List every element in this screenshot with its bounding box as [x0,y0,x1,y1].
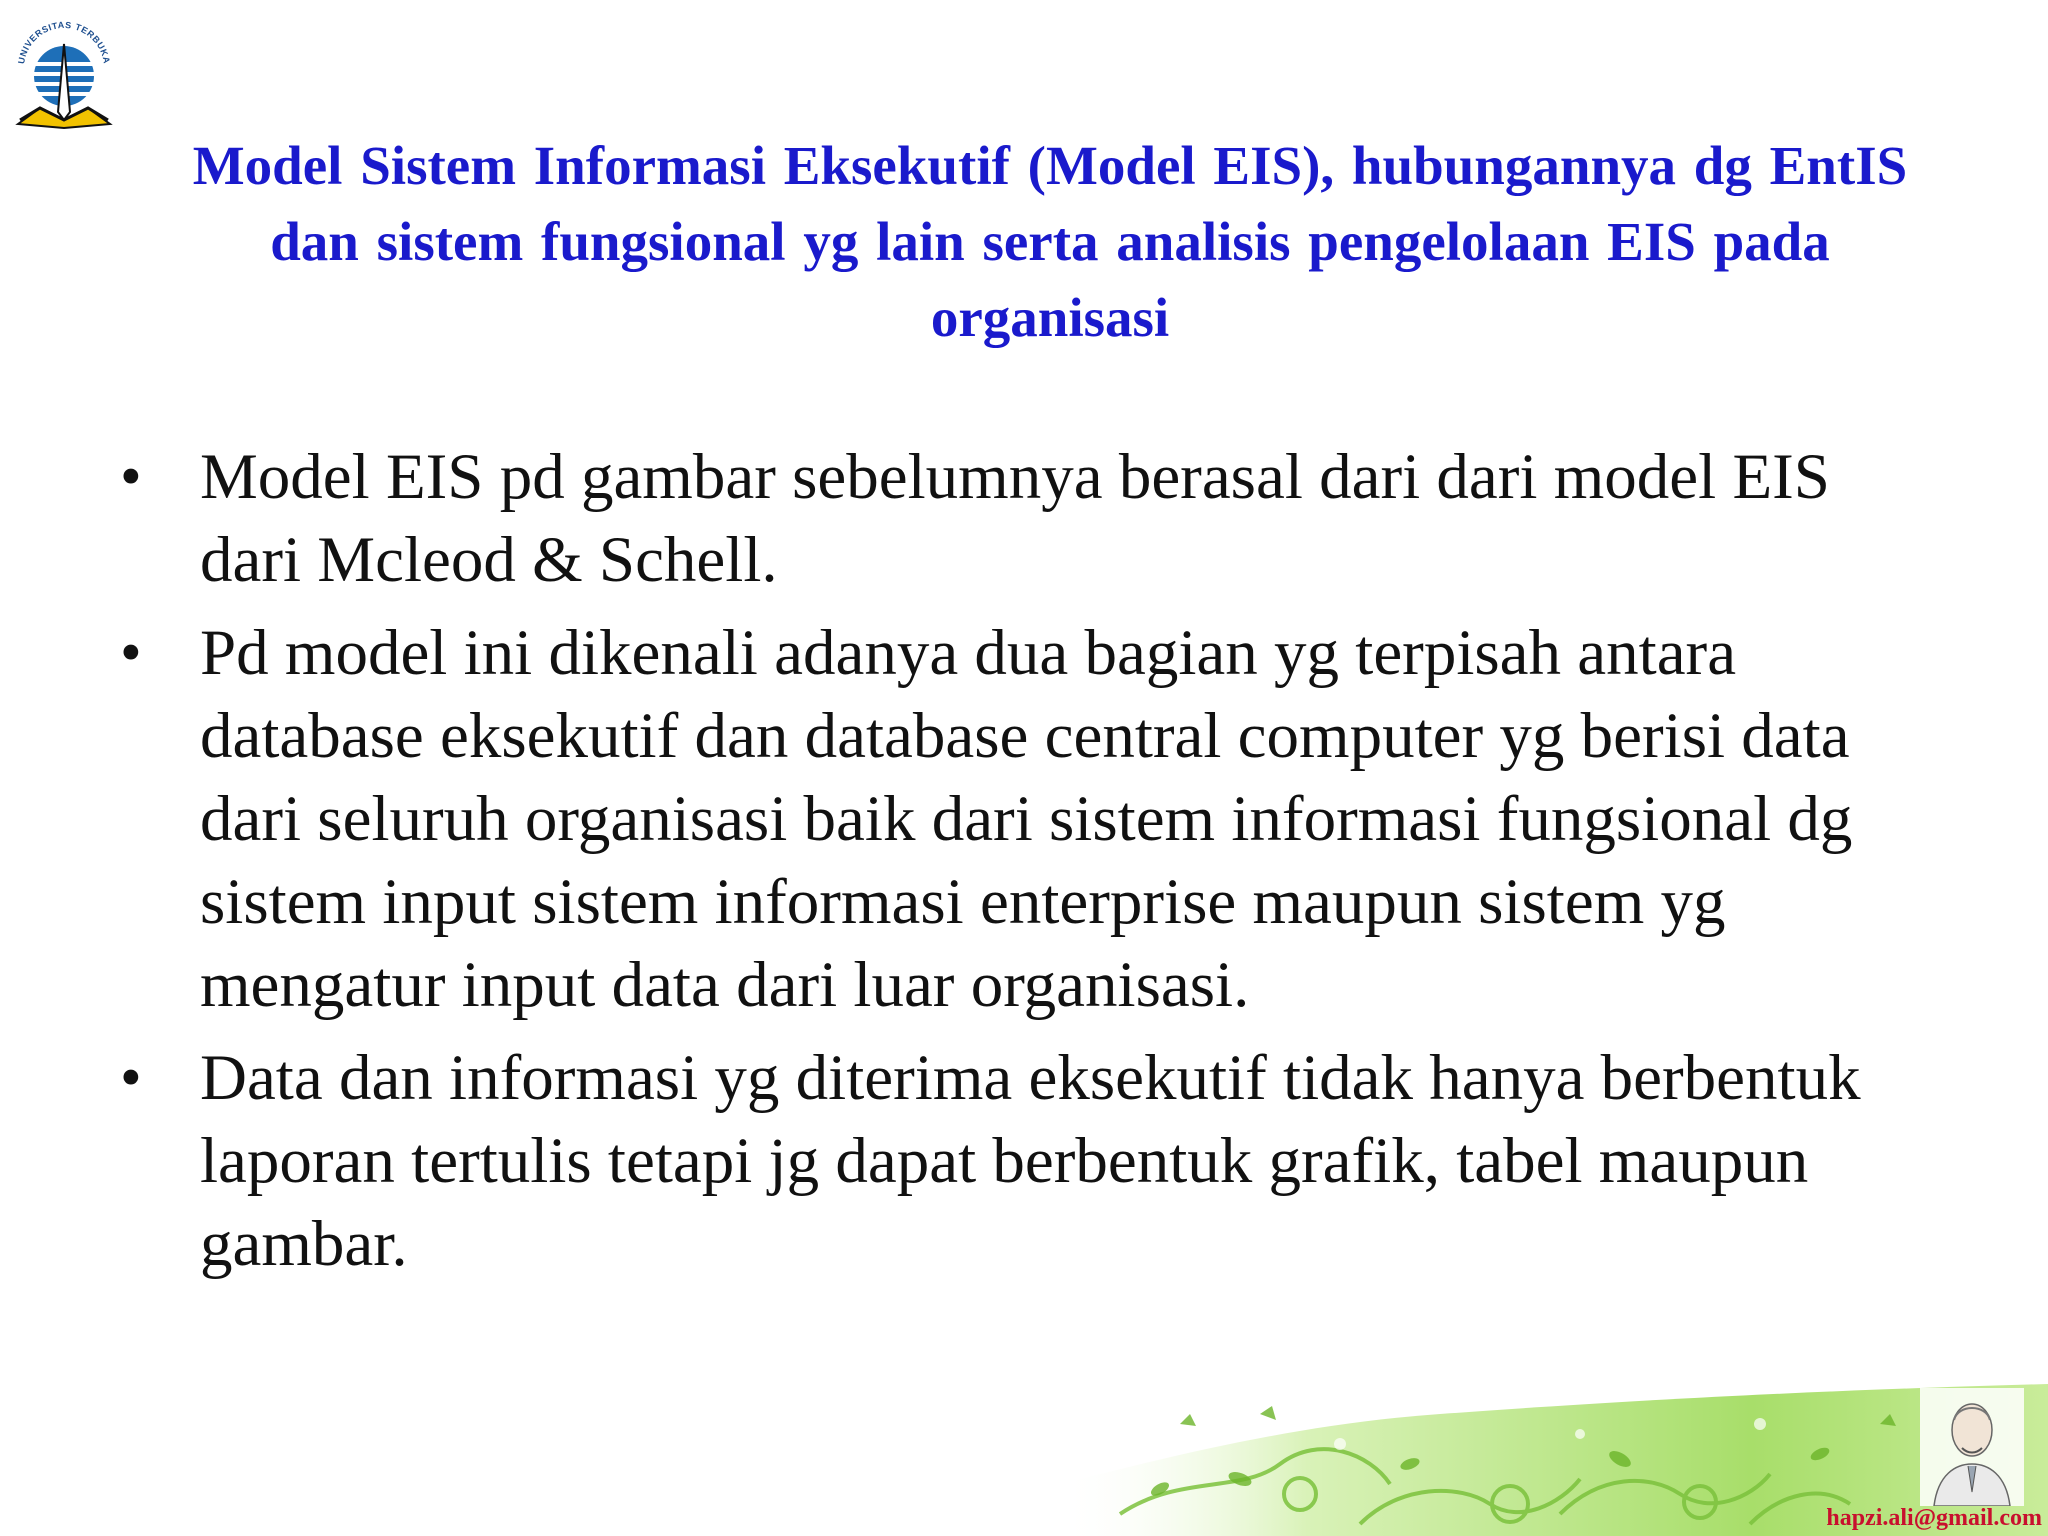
presenter-portrait-icon [1920,1388,2024,1506]
bullet-list [110,436,1940,1296]
bullet-item [110,612,1940,1027]
logo-text: UNIVERSITAS TERBUKA [16,19,112,65]
bullet-item [110,436,1940,602]
bullet-marker: • [120,443,142,511]
bullet-text: Data dan informasi yg diterima eksekutif tidak hanya berbentuk laporan tertulis tetapi jg dapat berbentuk grafik, tabel maupun gambar. [200,1042,1861,1280]
bullet-text: Pd model ini dikenali adanya dua bagian yg terpisah antara database eksekutif dan database central computer yg berisi data dari seluruh organisasi baik dari sistem informasi fungsional dg sistem input sistem informasi enterprise maupun sistem yg mengatur input data dari luar organisasi. [200,617,1853,1021]
bullet-item [110,1037,1940,1286]
slide-title: Model Sistem Informasi Eksekutif (Model EIS), hubungannya dg EntIS dan sistem fungsional yg lain serta analisis pengelolaan EIS pada organisasi [192,135,1908,348]
university-emblem-icon [10,16,118,132]
bullet-text: Model EIS pd gambar sebelumnya berasal dari dari model EIS dari Mcleod & Schell. [200,441,1830,596]
bullet-marker: • [120,619,142,687]
bullet-marker: • [120,1044,142,1112]
footer-email: hapzi.ali@gmail.com [1826,1505,2042,1531]
